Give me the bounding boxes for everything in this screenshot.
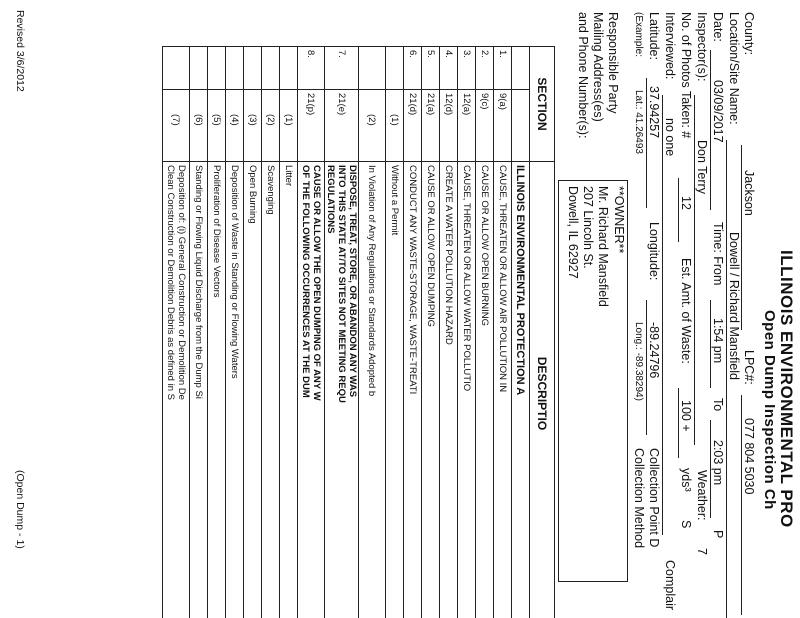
interviewed-label: Interviewed: (663, 12, 677, 80)
violations-table (162, 46, 555, 618)
table-row: (1) Without a Permit (386, 47, 404, 618)
lpc-value: 077 804 5030 (742, 418, 756, 495)
waste-underline (678, 388, 679, 458)
owner-street: 207 Lincoln St. (581, 186, 595, 269)
table-row: (2) In Violation of Any Regulations or Standards Adopted b (359, 47, 386, 618)
inspectors-underline (694, 95, 695, 445)
owner-tag: **OWNER** (612, 186, 626, 254)
table-header-row (530, 47, 555, 618)
time-from-value: 1:54 pm (711, 318, 725, 364)
responsible-label-2: Mailing Address(es) (591, 12, 605, 122)
waste-value: 100 + (679, 400, 693, 432)
responsible-label-3: and Phone Number(s): (576, 12, 590, 139)
photos-value: 12 (679, 196, 693, 210)
owner-name: Mr. Richard Mansfield (596, 186, 610, 307)
agency-row (512, 47, 530, 618)
county-label: County: (742, 12, 756, 56)
page-label: (Open Dump - 1) (14, 470, 26, 549)
county-value: Jackson (742, 170, 756, 216)
weather-value: 7 (695, 548, 709, 555)
latitude-label: Latitude: (647, 12, 661, 60)
section-header: SECTION (530, 47, 555, 162)
example-label: (Example: (633, 12, 644, 58)
location-value: Dowell / Richard Mansfield (727, 232, 741, 380)
date-label: Date: (711, 12, 725, 42)
table-row: (6) Standing or Flowing Liquid Discharge from the Dump Si (190, 47, 208, 618)
interviewed-underline (662, 95, 663, 535)
lpc-label: LPC#: (742, 350, 756, 385)
location-label: Location/Site Name: (727, 12, 741, 125)
table-row: 3. 12(a) CAUSE, THREATEN OR ALLOW WATER POLLUTIO (458, 47, 476, 618)
time-tail: P (711, 530, 725, 539)
table-row: 8. 21(p) CAUSE OR ALLOW THE OPEN DUMPING OF ANY W OF THE FOLLOWING OCCURRENCES AT THE DUM (298, 47, 325, 618)
table-row: 1. 9(a) CAUSE, THREATEN OR ALLOW AIR POLLUTION IN (494, 47, 512, 618)
longitude-underline (646, 300, 647, 435)
table-row: (4) Deposition of Waste in Standing or Flowing Waters (226, 47, 244, 618)
time-to-value: 2:03 pm (711, 440, 725, 486)
table-row: 4. 12(d) CREATE A WATER POLLUTION HAZARD (440, 47, 458, 618)
longitude-value: -89.24796 (647, 322, 661, 379)
time-from-underline (710, 300, 711, 388)
table-row: 7. 21(e) DISPOSE, TREAT, STORE, OR ABANDON ANY WAS INTO THIS STATE AT/TO SITES NOT MEETING REQU REGULATIONS (325, 47, 359, 618)
example-lat: Lat.: 41.26493 (633, 90, 644, 154)
form-subtitle: Open Dump Inspection Ch (761, 310, 778, 510)
responsible-label-1: Responsible Party (606, 12, 620, 114)
time-from-label: Time: From (711, 222, 725, 286)
form-title: ILLINOIS ENVIRONMENTAL PRO (777, 250, 796, 528)
interviewed-value: no one (663, 118, 677, 157)
date-value: 03/09/2017 (711, 80, 725, 143)
table-row: (5) Proliferation of Disease Vectors (208, 47, 226, 618)
owner-city: Dowell, IL 62927 (566, 186, 580, 279)
inspectors-value: Don Terry (695, 140, 709, 194)
waste-unit: yds³ (679, 468, 693, 492)
table-row: 5. 21(a) CAUSE OR ALLOW OPEN DUMPING (422, 47, 440, 618)
date-underline (710, 50, 711, 210)
latitude-underline (646, 78, 647, 208)
waste-label: Est. Amt. of Waste: (679, 258, 693, 364)
inspectors-label: Inspector(s): (695, 12, 709, 82)
longitude-label: Longitude: (647, 222, 661, 281)
collection-point-label: Collection Point D (647, 448, 661, 548)
description-header: DESCRIPTIO (530, 162, 555, 618)
county-underline (741, 145, 742, 330)
example-long: Long.: -89.38294) (633, 322, 644, 401)
weather-label: Weather: (695, 470, 709, 521)
latitude-value: 37.94257 (647, 86, 661, 139)
table-row: (3) Open Burning (244, 47, 262, 618)
table-row: (7) Deposition of: (i) General Construction or Demolition De Clean Construction or Demolition Debris as defined in S (163, 47, 190, 618)
revised-date: Revised 3/6/2012 (14, 10, 26, 92)
table-row: 2. 9(c) CAUSE OR ALLOW OPEN BURNING (476, 47, 494, 618)
agency-row-label: ILLINOIS ENVIRONMENTAL PROTECTION A (512, 162, 530, 618)
location-underline (726, 140, 727, 618)
photos-label: No. of Photos Taken: # (679, 12, 693, 139)
photos-underline (678, 178, 679, 242)
lpc-underline (741, 395, 742, 615)
complaint-label: Complair (663, 560, 677, 611)
collection-method-label: Collection Method (632, 448, 646, 549)
table-row: (1) Litter (280, 47, 298, 618)
time-to-underline (710, 420, 711, 518)
time-to-label: To (711, 398, 725, 412)
table-row: 6. 21(d) CONDUCT ANY WASTE-STORAGE, WASTE-TREATI (404, 47, 422, 618)
table-row: (2) Scavenging (262, 47, 280, 618)
waste-tail: S (679, 520, 693, 529)
